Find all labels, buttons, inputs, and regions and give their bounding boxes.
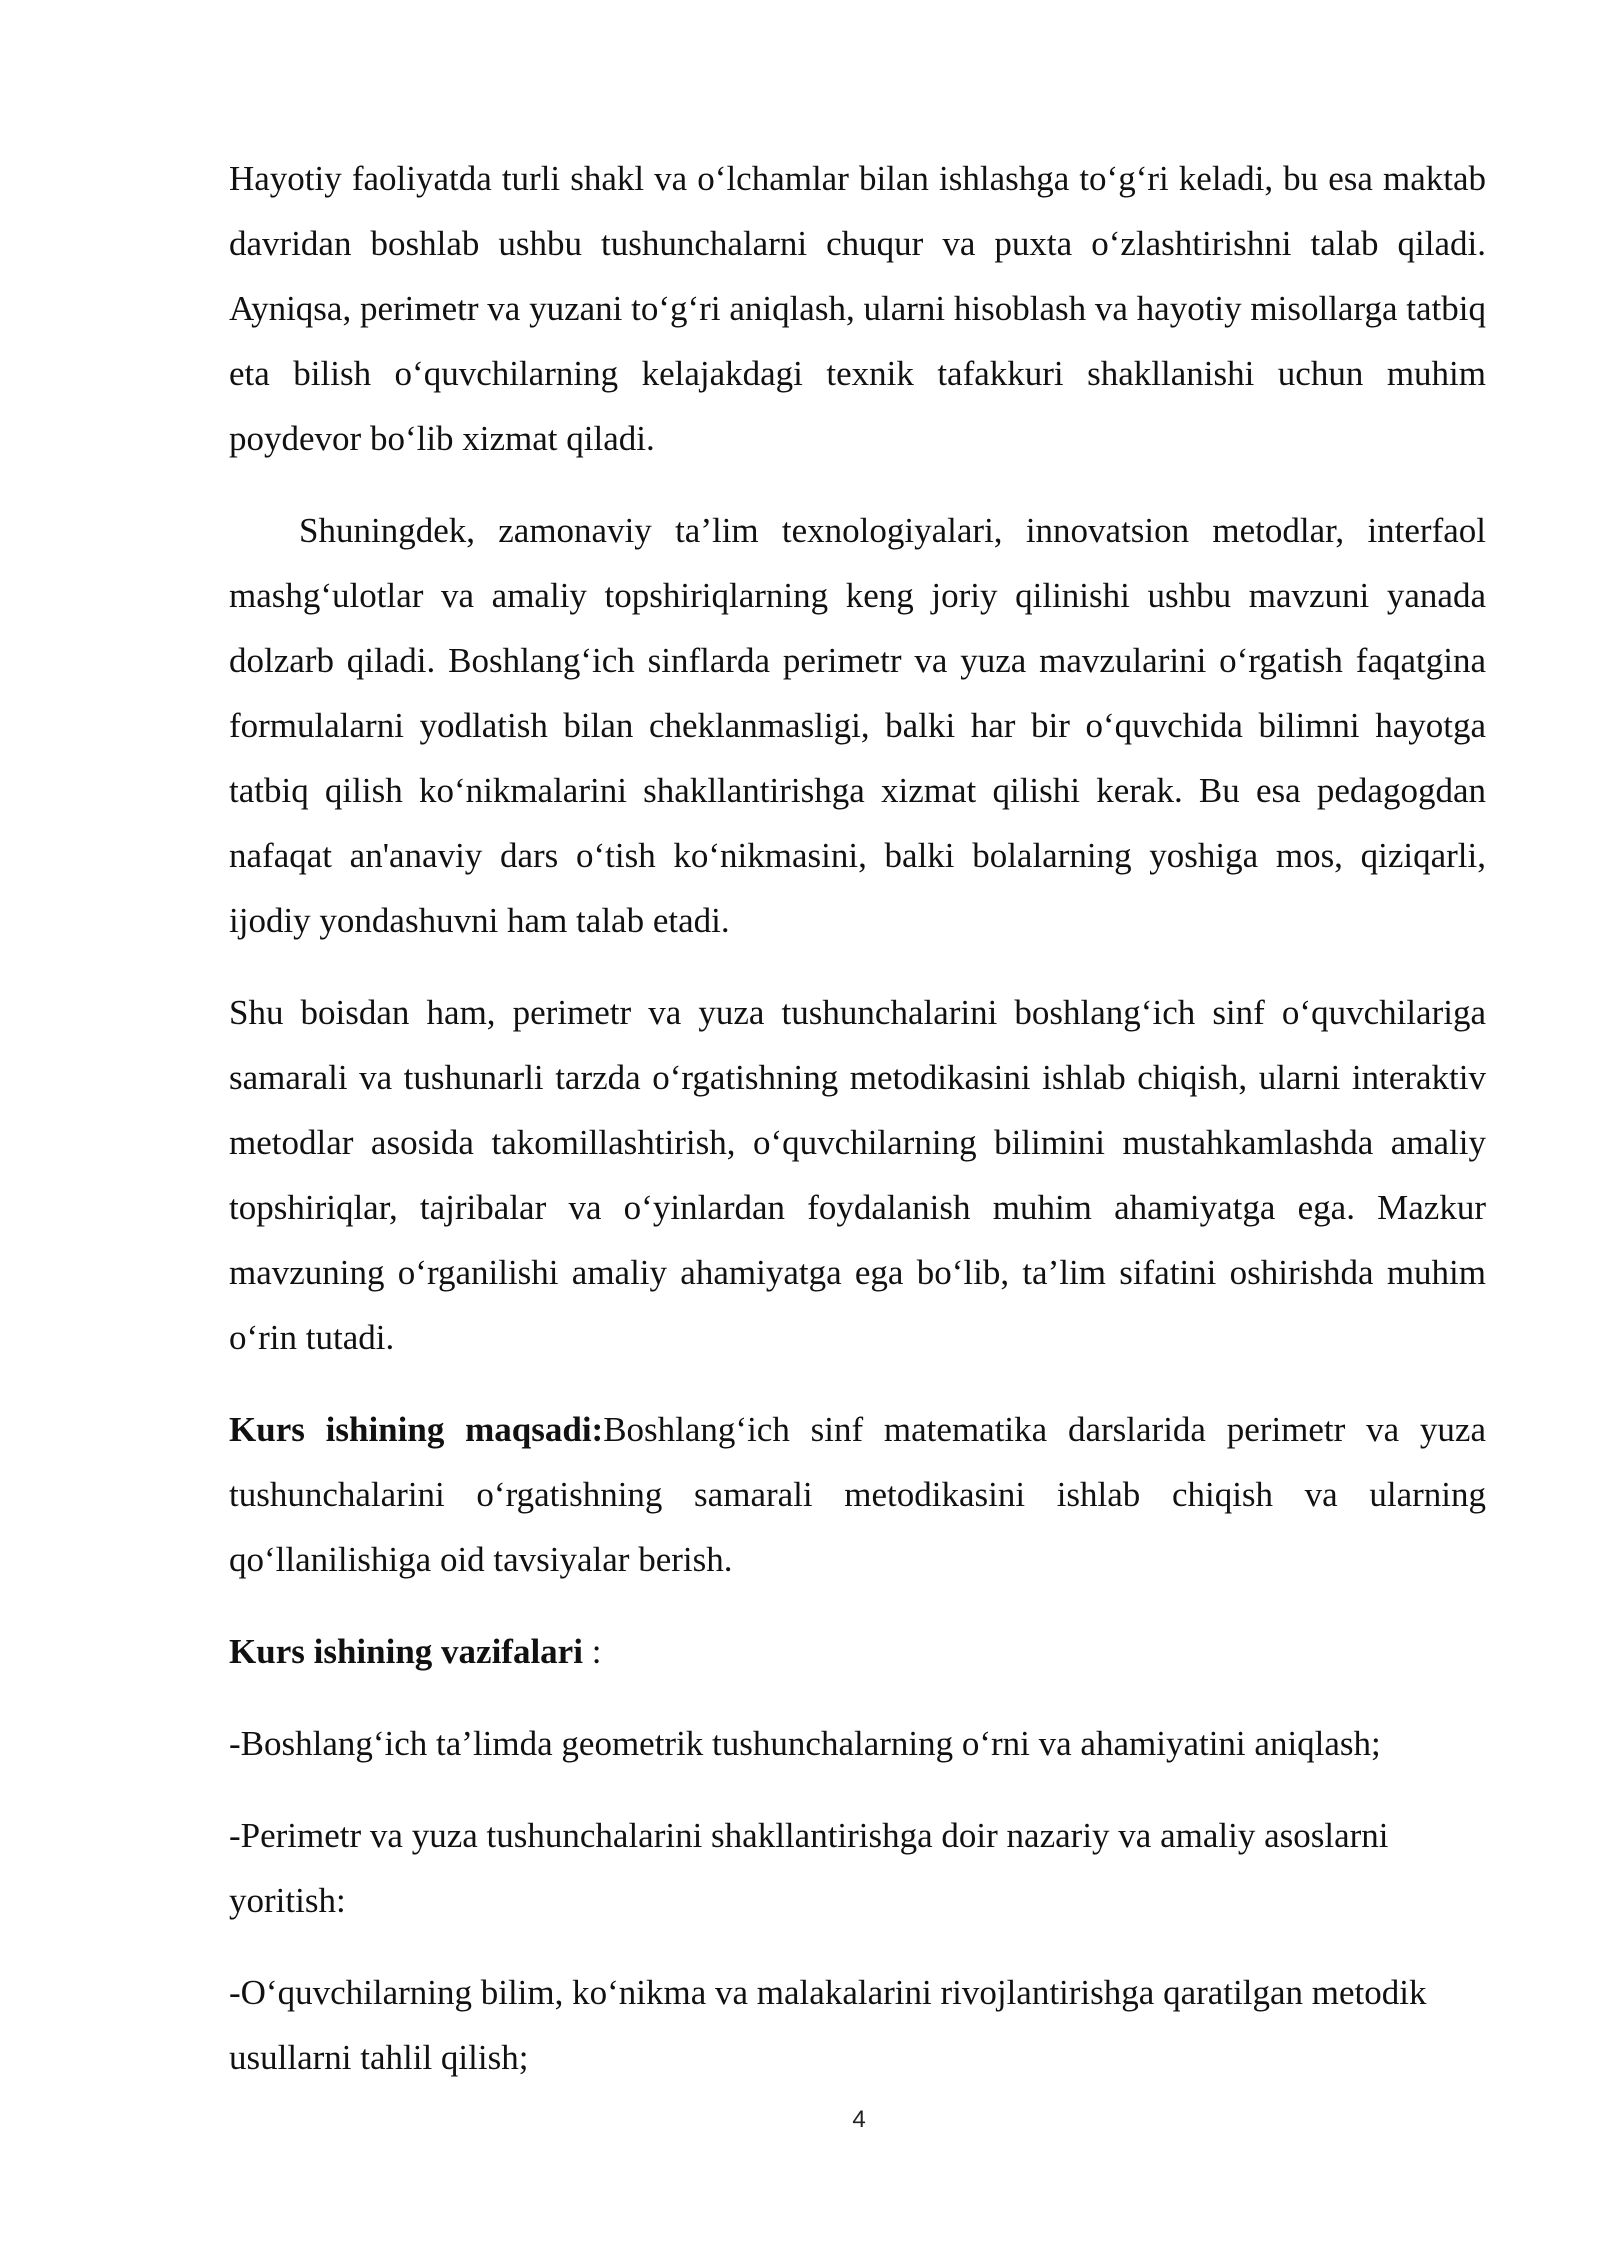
tasks-label-suffix: : — [582, 1632, 602, 1671]
document-body — [229, 146, 1486, 2090]
task-item-3: -O‘quvchilarning bilim, ko‘nikma va malakalarini rivojlantirishga qaratilgan metodik usullarni tahlil qilish; — [229, 1973, 1427, 2077]
page-number: 4 — [852, 2106, 866, 2133]
tasks-label: Kurs ishining vazifalari — [229, 1632, 583, 1671]
goal-paragraph — [229, 1397, 1486, 1592]
goal-text: Boshlang‘ich sinf matematika darslarida perimetr va yuza tushunchalarini o‘rgatishning samarali metodikasini ishlab chiqish va ularning qo‘llanilishiga oid tavsiyalar berish. — [229, 1410, 1486, 1579]
tasks-heading — [229, 1619, 1486, 1684]
paragraph-intro: Hayotiy faoliyatda turli shakl va o‘lchamlar bilan ishlashga to‘g‘ri keladi, bu esa maktab davridan boshlab ushbu tushunchalarni chuqur va puxta o‘zlashtirishni talab qiladi. Ayniqsa, perimetr va yuzani to‘g‘ri aniqlash, ularni hisoblash va hayotiy misollarga tatbiq eta bilish o‘quvchilarning kelajakdagi texnik tafakkuri shakllanishi uchun muhim poydevor bo‘lib xizmat qiladi. — [229, 159, 1486, 458]
task-item-2: -Perimetr va yuza tushunchalarini shakllantirishga doir nazariy va amaliy asoslarni yoritish: — [229, 1816, 1389, 1920]
paragraph-relevance: Shu boisdan ham, perimetr va yuza tushunchalarini boshlang‘ich sinf o‘quvchilariga samarali va tushunarli tarzda o‘rgatishning metodikasini ishlab chiqish, ularni interaktiv metodlar asosida takomillashtirish, o‘quvchilarning bilimini mustahkamlashda amaliy topshiriqlar, tajribalar va o‘yinlardan foydalanish muhim ahamiyatga ega. Mazkur mavzuning o‘rganilishi amaliy ahamiyatga ega bo‘lib, ta’lim sifatini oshirishda muhim o‘rin tutadi. — [229, 993, 1486, 1357]
task-item-1: -Boshlang‘ich ta’limda geometrik tushunchalarning o‘rni va ahamiyatini aniqlash; — [229, 1724, 1381, 1763]
goal-label: Kurs ishining maqsadi: — [229, 1410, 604, 1449]
paragraph-modern-technologies: Shuningdek, zamonaviy ta’lim texnologiyalari, innovatsion metodlar, interfaol mashg‘ulotlar va amaliy topshiriqlarning keng joriy qilinishi ushbu mavzuni yanada dolzarb qiladi. Boshlang‘ich sinflarda perimetr va yuza mavzularini o‘rgatish faqatgina formulalarni yodlatish bilan cheklanmasligi, balki har bir o‘quvchida bilimni hayotga tatbiq qilish ko‘nikmalarini shakllantirishga xizmat qilishi kerak. Bu esa pedagogdan nafaqat an'anaviy dars o‘tish ko‘nikmasini, balki bolalarning yoshiga mos, qiziqarli, ijodiy yondashuvni ham talab etadi. — [229, 511, 1486, 940]
